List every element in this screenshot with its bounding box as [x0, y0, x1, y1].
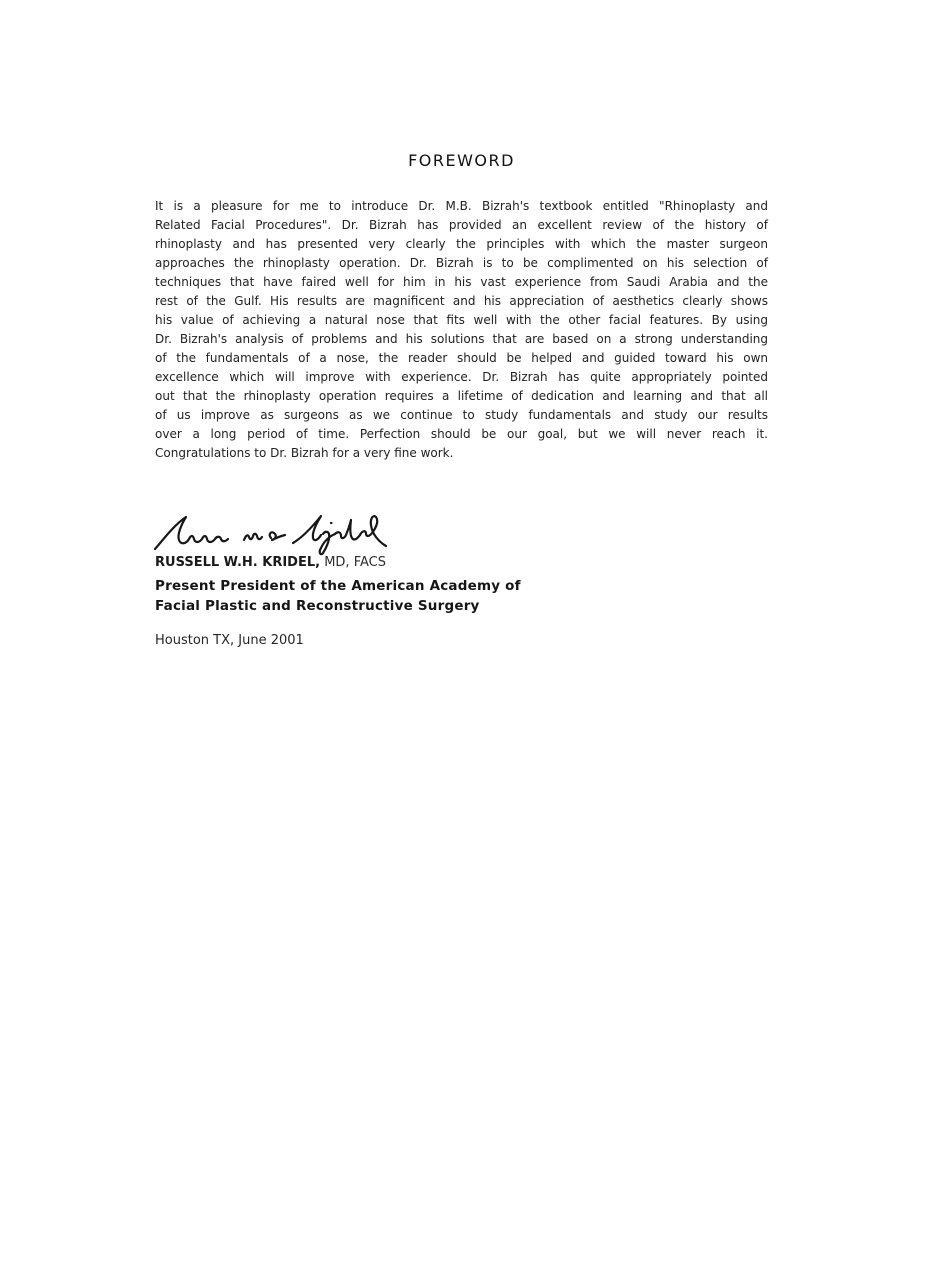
paragraph-line: Dr. Bizrah's analysis of problems and his solutions that are based on a strong understanding [155, 332, 768, 346]
date-location: Houston TX, June 2001 [155, 633, 304, 648]
author-role-line-2: Facial Plastic and Reconstructive Surgery [155, 598, 480, 614]
paragraph-line: out that the rhinoplasty operation requires a lifetime of dedication and learning and that all [155, 389, 768, 403]
paragraph-line: of the fundamentals of a nose, the reader should be helped and guided toward his own [155, 351, 768, 365]
paragraph-line: excellence which will improve with experience. Dr. Bizrah has quite appropriately pointed [155, 370, 768, 384]
paragraph-line: It is a pleasure for me to introduce Dr. M.B. Bizrah's textbook entitled "Rhinoplasty and [155, 199, 768, 213]
paragraph-line: rest of the Gulf. His results are magnificent and his appreciation of aesthetics clearly shows [155, 294, 768, 308]
page-title: FOREWORD [408, 151, 515, 170]
author-name: RUSSELL W.H. KRIDEL, [155, 555, 321, 570]
paragraph-line: over a long period of time. Perfection should be our goal, but we will never reach it. [155, 427, 768, 441]
paragraph-line: of us improve as surgeons as we continue to study fundamentals and study our results [155, 408, 768, 422]
signature-image [152, 510, 389, 557]
paragraph-line: Congratulations to Dr. Bizrah for a very fine work. [155, 446, 454, 460]
author-name-line [155, 555, 386, 570]
foreword-paragraph [155, 197, 768, 463]
paragraph-line: techniques that have faired well for him in his vast experience from Saudi Arabia and the [155, 275, 768, 289]
paragraph-line: Related Facial Procedures". Dr. Bizrah has provided an excellent review of the history of [155, 218, 768, 232]
paragraph-line: his value of achieving a natural nose that fits well with the other facial features. By using [155, 313, 768, 327]
author-credentials: MD, FACS [324, 555, 386, 570]
author-role-block [155, 576, 521, 616]
paragraph-line: rhinoplasty and has presented very clearly the principles with which the master surgeon [155, 237, 768, 251]
author-role-line-1: Present President of the American Academy of [155, 578, 521, 594]
paragraph-line: approaches the rhinoplasty operation. Dr. Bizrah is to be complimented on his selection of [155, 256, 768, 270]
signature-drawing [152, 510, 389, 557]
